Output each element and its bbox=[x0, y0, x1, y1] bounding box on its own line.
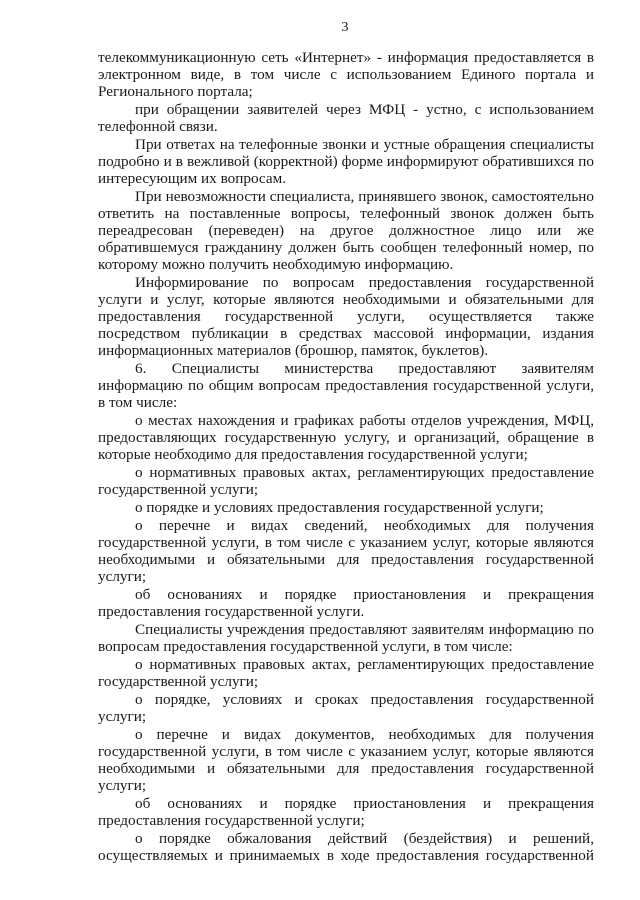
paragraph: о порядке обжалования действий (бездействия) и решений, осуществляемых и принимаемых в ходе предоставления государственной bbox=[98, 830, 594, 864]
paragraph: 6. Специалисты министерства предоставляют заявителям информацию по общим вопросам предоставления государственной услуги, в том числе: bbox=[98, 360, 594, 411]
paragraph: о порядке и условиях предоставления государственной услуги; bbox=[135, 499, 544, 516]
paragraph: о перечне и видах документов, необходимых для получения государственной услуги, в том числе с указанием услуг, которые являются необходимыми и обязательными для предоставления государственной услуги; bbox=[98, 726, 594, 794]
paragraph: о перечне и видах сведений, необходимых для получения государственной услуги, в том числе с указанием услуг, которые являются необходимыми и обязательными для предоставления государственной услуги; bbox=[98, 517, 594, 585]
paragraph: о местах нахождения и графиках работы отделов учреждения, МФЦ, предоставляющих государственную услугу, и организаций, обращение в которые необходимо для предоставления государственной услуги; bbox=[98, 412, 594, 463]
paragraph: при обращении заявителей через МФЦ - устно, с использованием телефонной связи. bbox=[98, 101, 594, 135]
paragraph: При ответах на телефонные звонки и устные обращения специалисты подробно и в вежливой (корректной) форме информируют обратившихся по интересующим их вопросам. bbox=[98, 136, 594, 187]
paragraph: телекоммуникационную сеть «Интернет» - информация предоставляется в электронном виде, в том числе с использованием Единого портала и Регионального портала; bbox=[98, 49, 594, 100]
paragraph: о нормативных правовых актах, регламентирующих предоставление государственной услуги; bbox=[98, 464, 594, 498]
paragraph: об основаниях и порядке приостановления и прекращения предоставления государственной услуги. bbox=[98, 586, 594, 620]
document-body bbox=[98, 49, 594, 865]
paragraph: Информирование по вопросам предоставления государственной услуги и услуг, которые являются необходимыми и обязательными для предоставления государственной услуги, осуществляется также посредством публикации в средствах массовой информации, издания информационных материалов (брошюр, памяток, буклетов). bbox=[98, 274, 594, 359]
paragraph: При невозможности специалиста, принявшего звонок, самостоятельно ответить на поставленные вопросы, телефонный звонок должен быть переадресован (переведен) на другое должностное лицо или же обратившемуся гражданину должен быть сообщен телефонный номер, по которому можно получить необходимую информацию. bbox=[98, 188, 594, 273]
page-number: 3 bbox=[341, 20, 349, 35]
paragraph: о нормативных правовых актах, регламентирующих предоставление государственной услуги; bbox=[98, 656, 594, 690]
paragraph: Специалисты учреждения предоставляют заявителям информацию по вопросам предоставления государственной услуги, в том числе: bbox=[98, 621, 594, 655]
paragraph: об основаниях и порядке приостановления и прекращения предоставления государственной услуги; bbox=[98, 795, 594, 829]
paragraph: о порядке, условиях и сроках предоставления государственной услуги; bbox=[98, 691, 594, 725]
